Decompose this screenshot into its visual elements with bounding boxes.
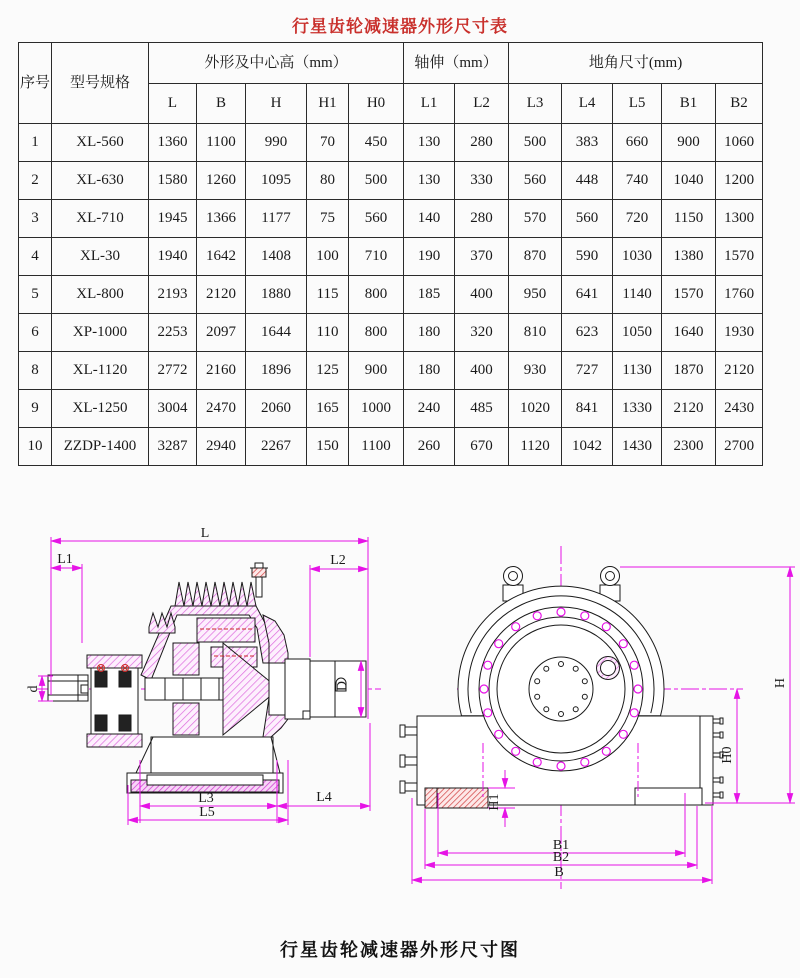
table-cell: 400 <box>455 276 509 314</box>
col-header: B1 <box>662 84 716 124</box>
table-cell: 1050 <box>613 314 662 352</box>
dim-label-d: d <box>26 685 41 693</box>
table-cell: 2267 <box>246 428 307 466</box>
table-cell: 165 <box>307 390 349 428</box>
table-cell: 570 <box>509 200 562 238</box>
table-cell: 4 <box>19 238 52 276</box>
gearbox-section-body <box>48 563 366 793</box>
gearbox-front-body <box>400 567 723 809</box>
figure-caption: 行星齿轮减速器外形尺寸图 <box>280 940 520 960</box>
left-eyebolt-icon <box>504 567 523 586</box>
side-section-drawing <box>25 523 395 840</box>
dim-label-H0: H0 <box>720 746 735 764</box>
table-cell: XL-30 <box>52 238 149 276</box>
table-cell: 1870 <box>662 352 716 390</box>
table-cell: 720 <box>613 200 662 238</box>
table-cell: 590 <box>562 238 613 276</box>
table-cell: 2253 <box>149 314 197 352</box>
table-cell: 2097 <box>197 314 246 352</box>
dim-label-L3: L3 <box>198 791 214 806</box>
table-cell: 1100 <box>349 428 404 466</box>
table-cell: 2430 <box>716 390 763 428</box>
col-header: H1 <box>307 84 349 124</box>
table-cell: 800 <box>349 314 404 352</box>
table-cell: 560 <box>349 200 404 238</box>
table-cell: 100 <box>307 238 349 276</box>
table-cell: 125 <box>307 352 349 390</box>
table-cell: 130 <box>404 124 455 162</box>
table-cell: 1640 <box>662 314 716 352</box>
table-cell: 1380 <box>662 238 716 276</box>
table-cell: 1030 <box>613 238 662 276</box>
table-cell: 330 <box>455 162 509 200</box>
col-header: L4 <box>562 84 613 124</box>
table-cell: 370 <box>455 238 509 276</box>
table-cell: 3 <box>19 200 52 238</box>
right-eyebolt-icon <box>601 567 620 586</box>
table-cell: 660 <box>613 124 662 162</box>
table-cell: 70 <box>307 124 349 162</box>
table-row <box>19 200 763 238</box>
group-header-foot: 地角尺寸(mm) <box>509 43 763 84</box>
table-cell: 1130 <box>613 352 662 390</box>
dim-label-L2: L2 <box>330 553 346 568</box>
table-cell: 280 <box>455 200 509 238</box>
table-cell: 10 <box>19 428 52 466</box>
table-cell: XL-1120 <box>52 352 149 390</box>
table-cell: XL-630 <box>52 162 149 200</box>
table-cell: 1642 <box>197 238 246 276</box>
table-cell: 2193 <box>149 276 197 314</box>
table-cell: 670 <box>455 428 509 466</box>
table-cell: ZZDP-1400 <box>52 428 149 466</box>
table-cell: XP-1000 <box>52 314 149 352</box>
table-row <box>19 314 763 352</box>
table-row <box>19 124 763 162</box>
table-cell: 2470 <box>197 390 246 428</box>
table-cell: 1020 <box>509 390 562 428</box>
table-cell: 110 <box>307 314 349 352</box>
table-cell: 1042 <box>562 428 613 466</box>
table-cell: 1570 <box>716 238 763 276</box>
table-cell: 870 <box>509 238 562 276</box>
table-cell: 1040 <box>662 162 716 200</box>
table-cell: 500 <box>509 124 562 162</box>
table-cell: 1940 <box>149 238 197 276</box>
group-header-row <box>19 43 763 84</box>
table-cell: 450 <box>349 124 404 162</box>
table-cell: 448 <box>562 162 613 200</box>
table-cell: 1896 <box>246 352 307 390</box>
table-cell: 1760 <box>716 276 763 314</box>
table-cell: 1366 <box>197 200 246 238</box>
table-cell: 140 <box>404 200 455 238</box>
table-cell: 623 <box>562 314 613 352</box>
col-header: L <box>149 84 197 124</box>
table-cell: 3004 <box>149 390 197 428</box>
table-cell: 710 <box>349 238 404 276</box>
table-cell: 900 <box>349 352 404 390</box>
table-cell: 1930 <box>716 314 763 352</box>
table-cell: 740 <box>613 162 662 200</box>
dim-label-D: D <box>335 680 350 692</box>
table-cell: 6 <box>19 314 52 352</box>
dim-label-L: L <box>200 526 210 541</box>
table-cell: 1300 <box>716 200 763 238</box>
dim-label-L1: L1 <box>57 552 73 567</box>
table-cell: 990 <box>246 124 307 162</box>
table-cell: 1200 <box>716 162 763 200</box>
table-row <box>19 276 763 314</box>
col-header: B2 <box>716 84 763 124</box>
table-cell: 1140 <box>613 276 662 314</box>
col-header: B <box>197 84 246 124</box>
table-cell: 641 <box>562 276 613 314</box>
table-cell: 185 <box>404 276 455 314</box>
table-cell: 1060 <box>716 124 763 162</box>
table-cell: 80 <box>307 162 349 200</box>
table-cell: 1260 <box>197 162 246 200</box>
col-header: H <box>246 84 307 124</box>
table-cell: 1 <box>19 124 52 162</box>
front-view-drawing <box>395 543 800 903</box>
table-row <box>19 390 763 428</box>
table-cell: 2120 <box>197 276 246 314</box>
table-cell: 280 <box>455 124 509 162</box>
dim-label-B: B <box>554 865 564 880</box>
table-cell: 560 <box>509 162 562 200</box>
table-cell: 3287 <box>149 428 197 466</box>
dim-label-H1: H1 <box>487 793 502 811</box>
table-row <box>19 428 763 466</box>
table-row <box>19 162 763 200</box>
table-cell: 5 <box>19 276 52 314</box>
table-row <box>19 238 763 276</box>
group-header-outline: 外形及中心高（mm） <box>149 43 404 84</box>
table-cell: XL-800 <box>52 276 149 314</box>
col-header: L1 <box>404 84 455 124</box>
table-cell: 1408 <box>246 238 307 276</box>
col-header: L5 <box>613 84 662 124</box>
table-cell: 727 <box>562 352 613 390</box>
table-body <box>19 124 763 466</box>
table-cell: 1644 <box>246 314 307 352</box>
table-cell: 383 <box>562 124 613 162</box>
table-cell: 2060 <box>246 390 307 428</box>
table-cell: 1000 <box>349 390 404 428</box>
table-cell: 500 <box>349 162 404 200</box>
group-header-shaft: 轴伸（mm） <box>404 43 509 84</box>
col-header: H0 <box>349 84 404 124</box>
table-cell: 930 <box>509 352 562 390</box>
table-cell: 2300 <box>662 428 716 466</box>
table-cell: 190 <box>404 238 455 276</box>
dim-label-B2: B2 <box>552 850 570 865</box>
table-cell: 1360 <box>149 124 197 162</box>
col-header: L3 <box>509 84 562 124</box>
dim-label-L4: L4 <box>316 790 332 805</box>
table-cell: 2120 <box>716 352 763 390</box>
table-cell: 2120 <box>662 390 716 428</box>
table-cell: 1430 <box>613 428 662 466</box>
table-cell: 180 <box>404 314 455 352</box>
table-cell: 1880 <box>246 276 307 314</box>
table-cell: 115 <box>307 276 349 314</box>
table-cell: 2940 <box>197 428 246 466</box>
table-cell: 1177 <box>246 200 307 238</box>
table-cell: 75 <box>307 200 349 238</box>
table-cell: 180 <box>404 352 455 390</box>
table-cell: 950 <box>509 276 562 314</box>
table-cell: 1120 <box>509 428 562 466</box>
table-cell: XL-1250 <box>52 390 149 428</box>
table-cell: 800 <box>349 276 404 314</box>
table-cell: 150 <box>307 428 349 466</box>
col-header: L2 <box>455 84 509 124</box>
table-cell: 1095 <box>246 162 307 200</box>
dim-label-L5: L5 <box>199 805 215 820</box>
table-cell: 130 <box>404 162 455 200</box>
table-cell: 1945 <box>149 200 197 238</box>
table-cell: XL-710 <box>52 200 149 238</box>
table-cell: 485 <box>455 390 509 428</box>
table-cell: 2772 <box>149 352 197 390</box>
dim-label-B1: B1 <box>552 838 570 853</box>
table-cell: 810 <box>509 314 562 352</box>
table-cell: XL-560 <box>52 124 149 162</box>
table-cell: 2160 <box>197 352 246 390</box>
table-cell: 1150 <box>662 200 716 238</box>
table-cell: 560 <box>562 200 613 238</box>
col-header-model: 型号规格 <box>52 43 149 124</box>
table-cell: 9 <box>19 390 52 428</box>
table-cell: 240 <box>404 390 455 428</box>
table-cell: 8 <box>19 352 52 390</box>
table-cell: 320 <box>455 314 509 352</box>
table-cell: 1330 <box>613 390 662 428</box>
table-cell: 1570 <box>662 276 716 314</box>
dim-label-H: H <box>773 677 788 689</box>
col-header-serial: 序号 <box>19 43 52 124</box>
table-cell: 400 <box>455 352 509 390</box>
table-row <box>19 352 763 390</box>
dimension-table <box>18 42 763 466</box>
table-cell: 1100 <box>197 124 246 162</box>
table-cell: 260 <box>404 428 455 466</box>
table-cell: 1580 <box>149 162 197 200</box>
table-cell: 2700 <box>716 428 763 466</box>
table-cell: 2 <box>19 162 52 200</box>
table-cell: 900 <box>662 124 716 162</box>
table-cell: 841 <box>562 390 613 428</box>
page-title: 行星齿轮减速器外形尺寸表 <box>292 17 508 36</box>
